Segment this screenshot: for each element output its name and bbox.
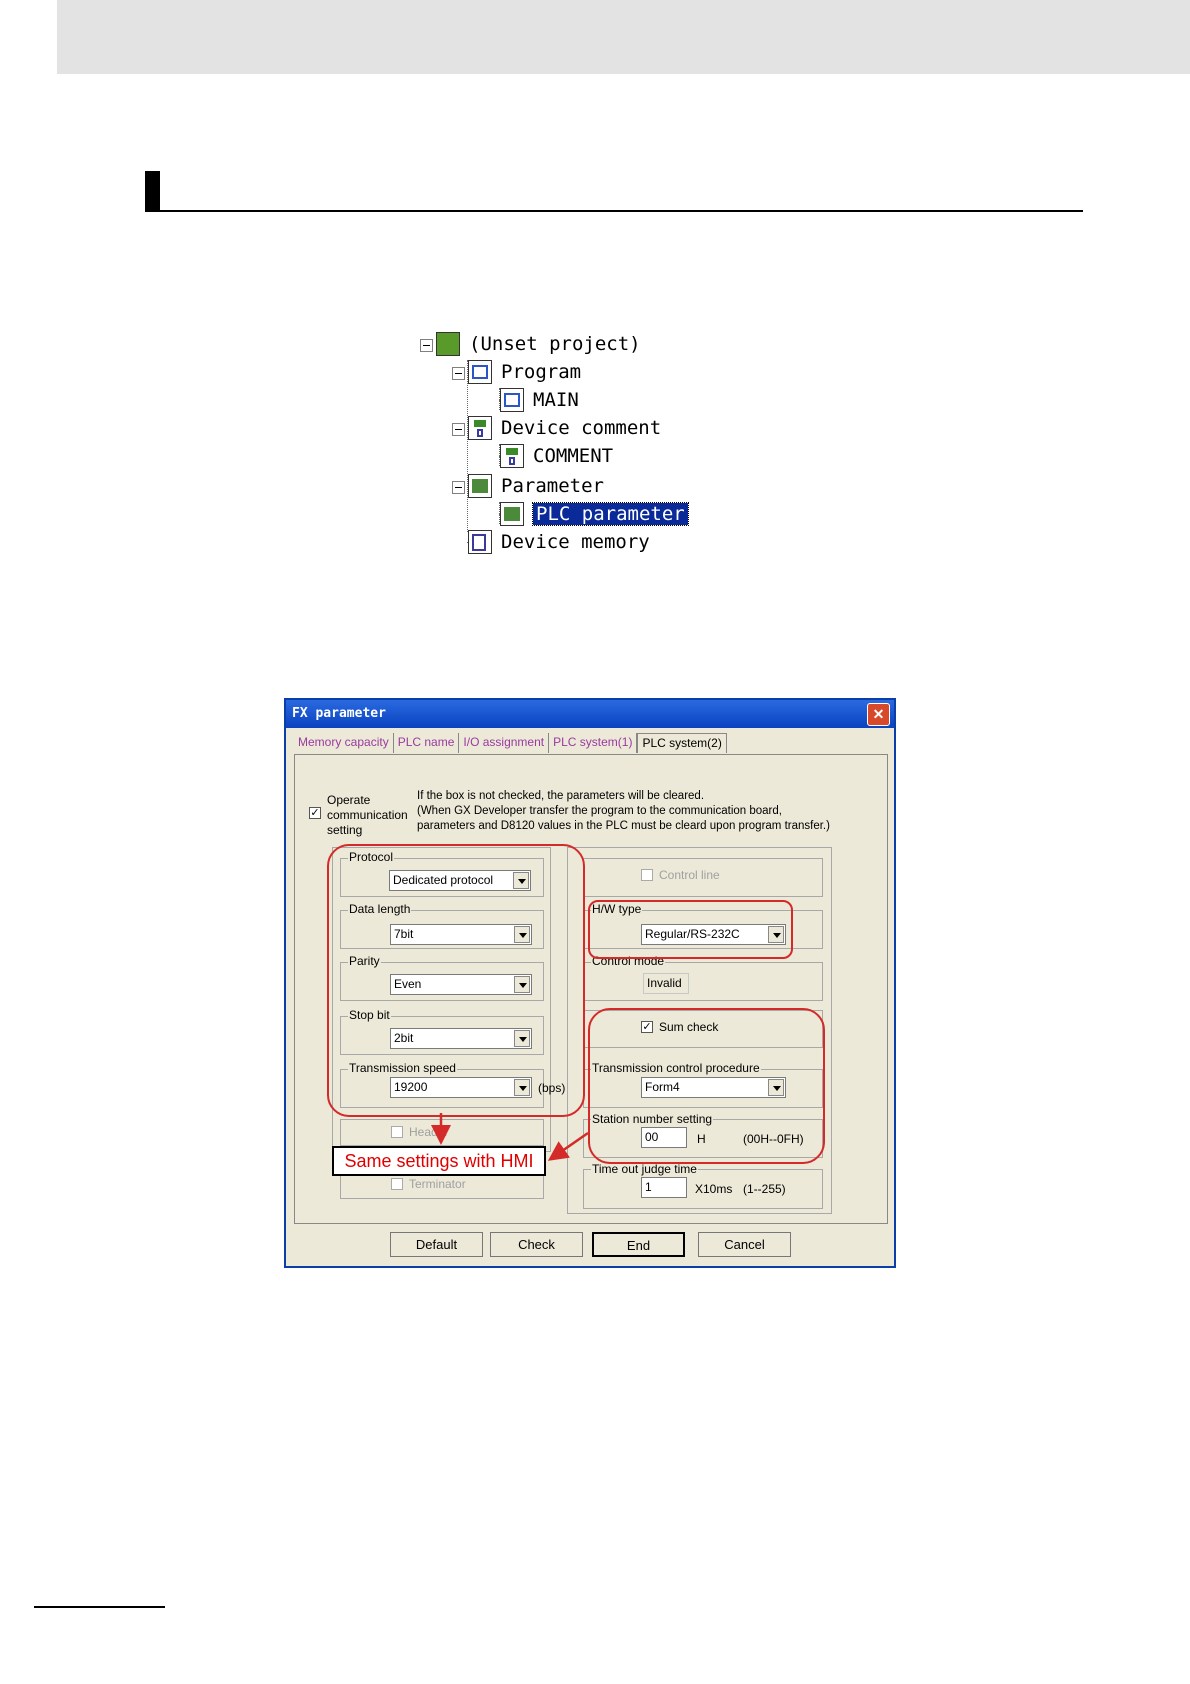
tree-item-label: Program [501, 361, 582, 383]
tab-io-assignment[interactable]: I/O assignment [459, 733, 549, 753]
operate-note: If the box is not checked, the parameters will be cleared. (When GX Developer transfer the program to the communication board, parameters and D8120 values in the PLC must be cleard upon program transfer.) [417, 790, 830, 832]
tcp-label: Transmission control procedure [592, 1061, 760, 1075]
tcp-value: Form4 [645, 1080, 680, 1094]
data-length-label: Data length [349, 902, 411, 916]
tree-item-label: Device comment [501, 417, 662, 439]
control-mode-label: Control mode [592, 954, 665, 968]
cancel-button[interactable]: Cancel [698, 1232, 791, 1257]
dialog-title: FX parameter [292, 706, 386, 721]
tree-item-label: (Unset project) [469, 333, 641, 355]
protocol-label: Protocol [349, 850, 394, 864]
tree-item-label: PLC parameter [533, 503, 688, 525]
station-label: Station number setting [592, 1112, 713, 1126]
speed-unit: (bps) [538, 1081, 566, 1095]
header-label: Header [409, 1125, 449, 1139]
end-button[interactable]: End [592, 1232, 685, 1257]
sum-check-label: Sum check [659, 1020, 719, 1034]
parity-label: Parity [349, 954, 380, 968]
timeout-range: (1--255) [743, 1182, 786, 1196]
timeout-unit: X10ms [695, 1182, 733, 1196]
protocol-value: Dedicated protocol [393, 873, 494, 887]
footer-rule [34, 1606, 165, 1608]
operate-checkbox[interactable]: ✓ [310, 807, 320, 819]
control-line-label: Control line [659, 868, 720, 882]
data-length-value: 7bit [394, 927, 414, 941]
parity-value: Even [394, 977, 422, 991]
default-button[interactable]: Default [390, 1232, 483, 1257]
tree-item-label: COMMENT [533, 445, 614, 467]
tab-plc-system-2[interactable]: PLC system(2) [637, 733, 726, 753]
timeout-label: Time out judge time [592, 1162, 697, 1176]
tab-memory-capacity[interactable]: Memory capacity [294, 733, 394, 753]
timeout-input[interactable]: 1 [641, 1177, 687, 1198]
control-mode-value: Invalid [643, 973, 689, 994]
arrow-left [552, 1133, 588, 1158]
tree-item-label: Device memory [501, 531, 650, 553]
station-input[interactable]: 00 [641, 1127, 687, 1148]
speed-value: 19200 [394, 1080, 428, 1094]
tab-plc-name[interactable]: PLC name [394, 733, 460, 753]
terminator-label: Terminator [409, 1177, 466, 1191]
stop-bit-value: 2bit [394, 1031, 414, 1045]
hmi-callout: Same settings with HMI [332, 1146, 546, 1176]
station-range: (00H--0FH) [743, 1132, 804, 1146]
hw-type-value: Regular/RS-232C [645, 927, 740, 941]
tree-item-label: MAIN [533, 389, 579, 411]
station-unit: H [697, 1132, 706, 1146]
close-icon[interactable]: ✕ [867, 703, 890, 726]
tree-item-label: Parameter [501, 475, 604, 497]
speed-label: Transmission speed [349, 1061, 456, 1075]
sum-check-checkbox[interactable]: ✓ [642, 1021, 652, 1033]
stop-bit-label: Stop bit [349, 1008, 390, 1022]
hw-type-label: H/W type [592, 902, 642, 916]
operate-label: Operate communication setting [327, 793, 408, 837]
tab-plc-system-1[interactable]: PLC system(1) [549, 733, 637, 753]
check-button[interactable]: Check [490, 1232, 583, 1257]
